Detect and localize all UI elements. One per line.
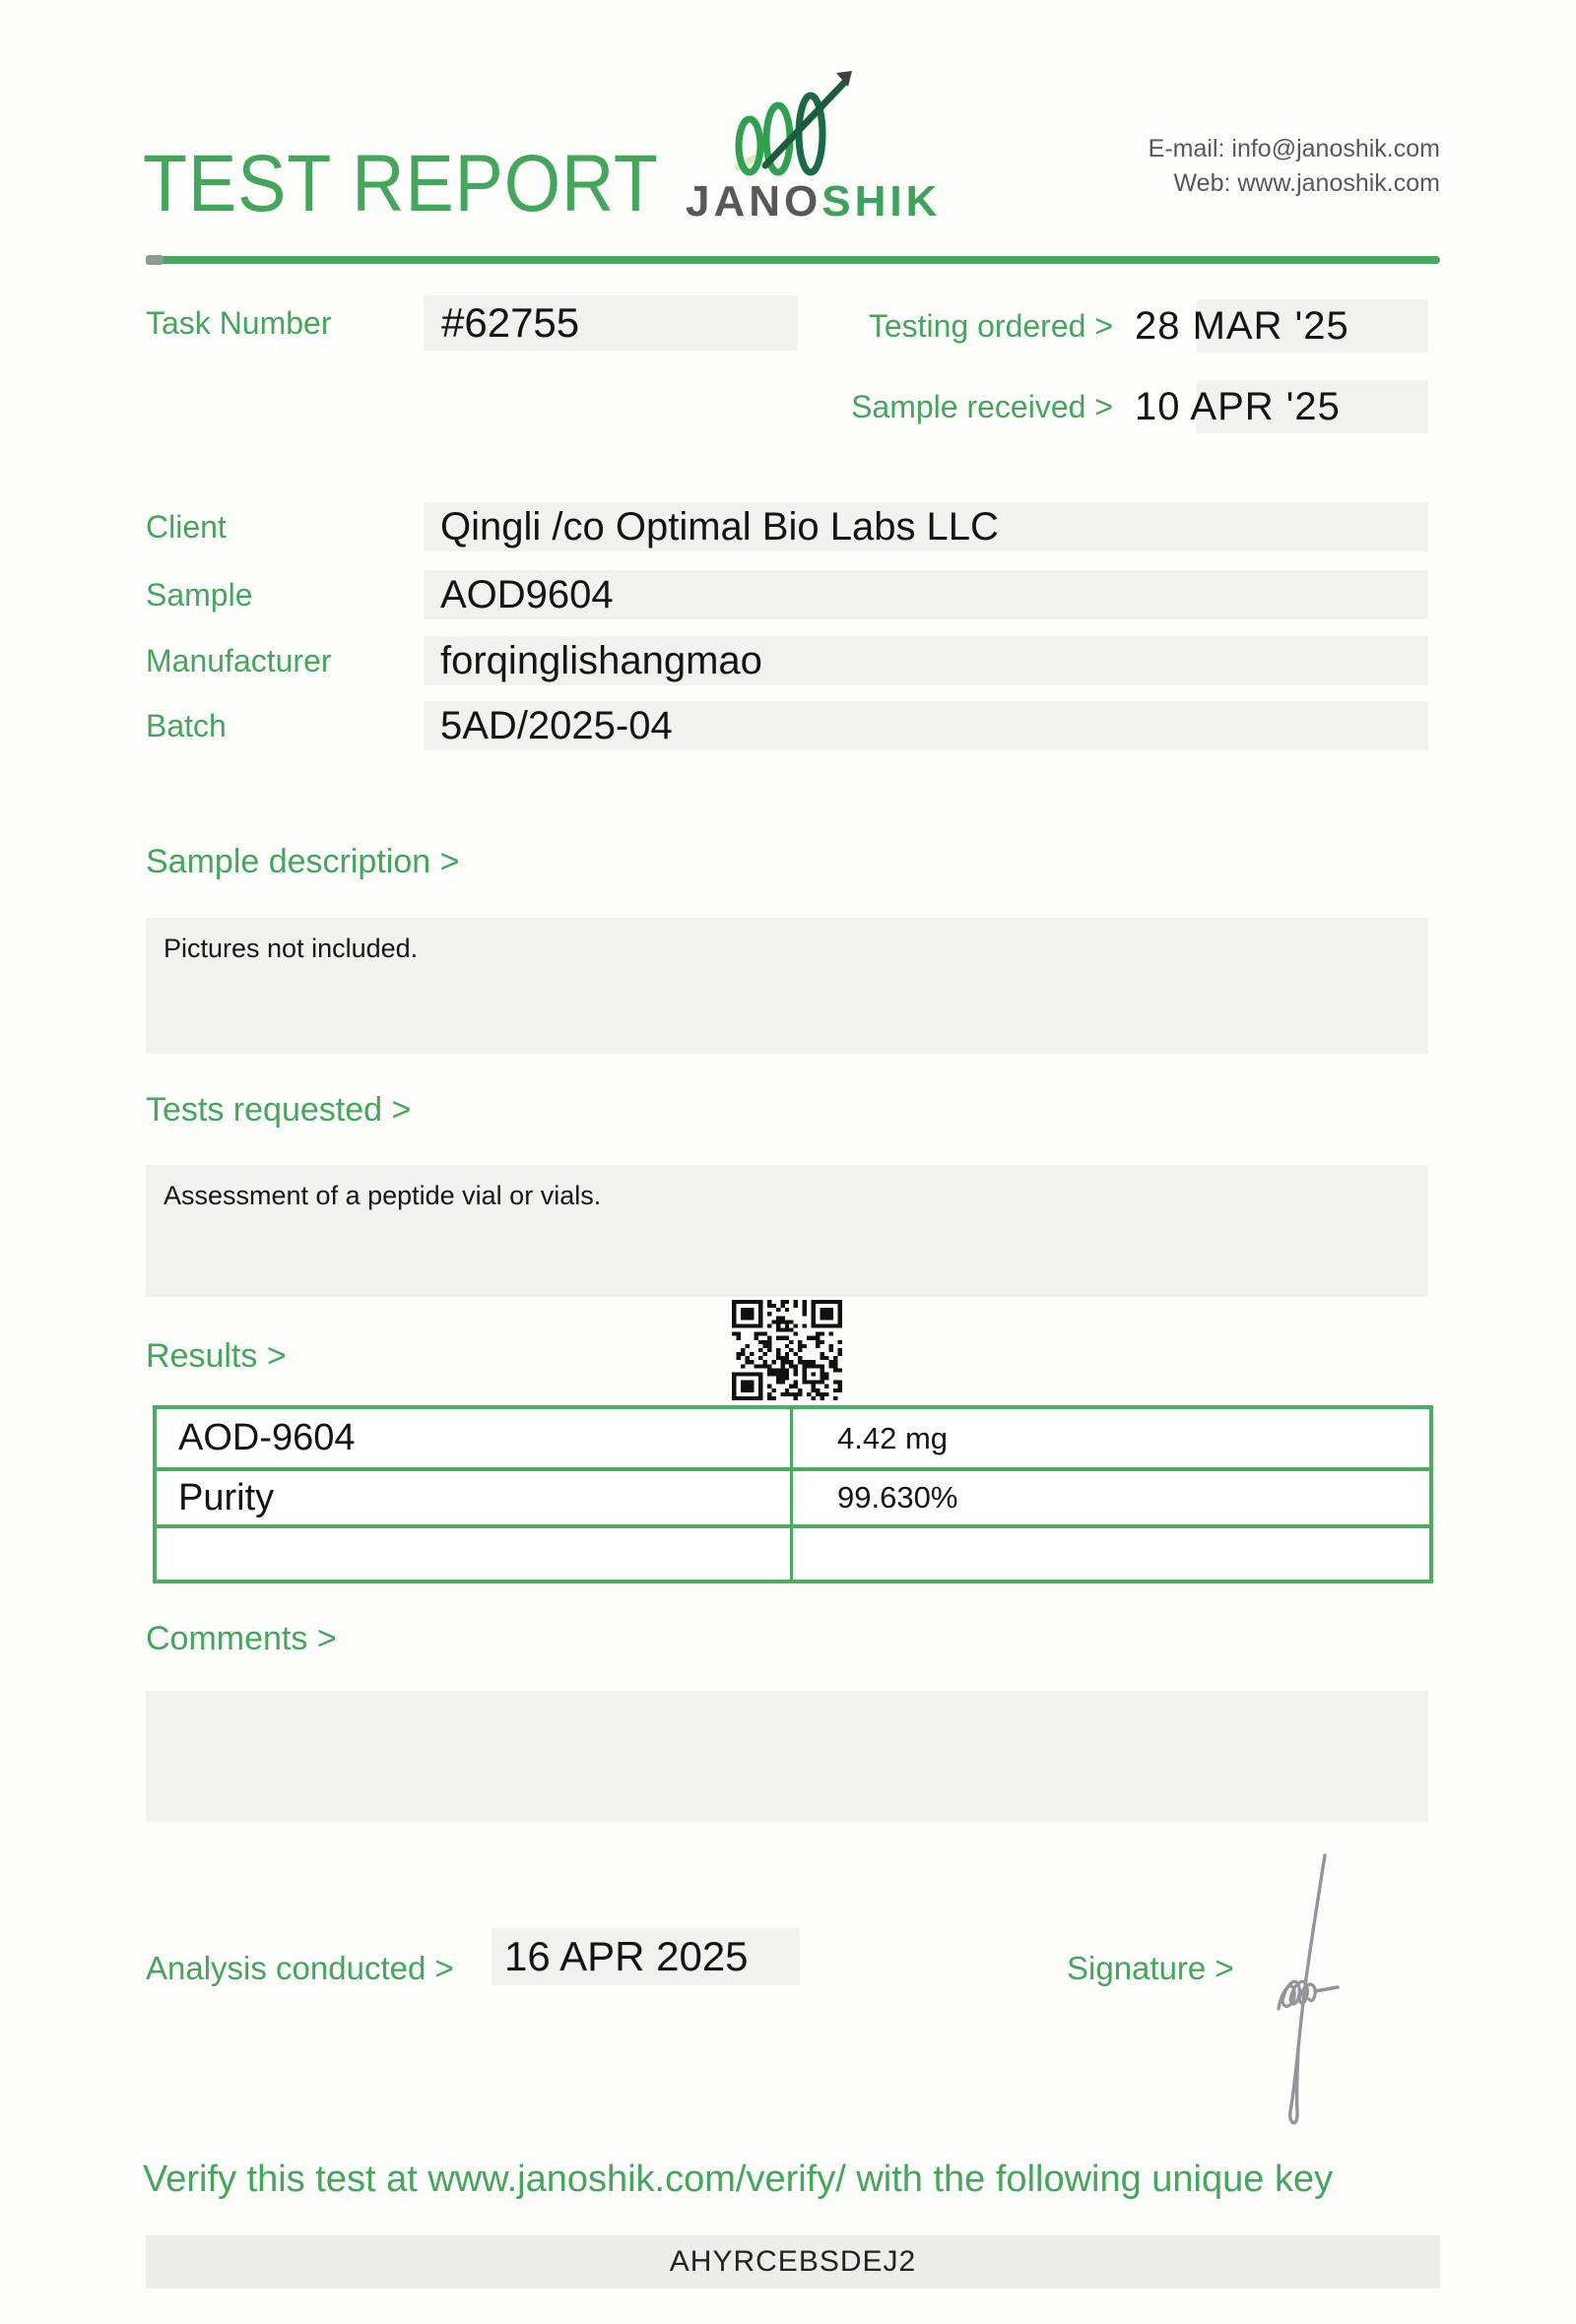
logo-text-jano: JANO [686, 177, 822, 226]
analysis-date-value: 16 APR 2025 [504, 1933, 749, 1979]
task-number-value: #62755 [441, 299, 580, 346]
task-number-label: Task Number [146, 305, 332, 341]
results-row-name [157, 1524, 790, 1580]
sample-label: Sample [146, 577, 253, 613]
comments-heading: Comments > [146, 1620, 337, 1657]
batch-value: 5AD/2025-04 [440, 704, 673, 747]
comments-text [146, 1691, 1428, 1707]
results-row-name: AOD-9604 [178, 1417, 356, 1458]
logo-wordmark [686, 177, 941, 226]
tests-requested-box [146, 1165, 1428, 1297]
sample-description-text: Pictures not included. [164, 934, 419, 963]
contact-block [1149, 132, 1440, 201]
sample-received-value: 10 APR '25 [1135, 385, 1341, 428]
sample-description-heading: Sample description > [146, 843, 460, 880]
signature-label: Signature > [1067, 1950, 1234, 1986]
results-row-name: Purity [157, 1467, 790, 1524]
header-divider-cap [146, 255, 164, 265]
testing-ordered-value: 28 MAR '25 [1135, 304, 1349, 348]
results-row-value: 99.630% [790, 1467, 1429, 1524]
results-row-value [790, 1524, 1429, 1580]
sample-received-label: Sample received > [851, 389, 1113, 424]
sample-description-box [146, 918, 1428, 1054]
growth-chart-icon [734, 65, 862, 178]
page-title: TEST REPORT [143, 139, 659, 228]
logo-text-shik: SHIK [821, 177, 942, 226]
tests-requested-text: Assessment of a peptide vial or vials. [164, 1181, 602, 1210]
qr-code [732, 1300, 842, 1400]
results-row-value: 4.42 mg [790, 1409, 1429, 1467]
comments-box [146, 1691, 1428, 1822]
signature-image [1269, 1843, 1392, 2144]
manufacturer-value: forqinglishangmao [440, 639, 762, 682]
batch-label: Batch [146, 708, 227, 743]
verify-instruction: Verify this test at www.janoshik.com/verify/ with the following unique key [143, 2159, 1334, 2200]
results-table [153, 1405, 1433, 1583]
unique-key-value: AHYRCEBSDEJ2 [669, 2245, 917, 2278]
results-heading: Results > [146, 1337, 287, 1375]
manufacturer-label: Manufacturer [146, 643, 332, 678]
client-label: Client [146, 509, 227, 545]
client-value: Qingli /co Optimal Bio Labs LLC [440, 505, 999, 549]
contact-web: Web: www.janoshik.com [1173, 169, 1440, 197]
sample-value: AOD9604 [440, 573, 614, 616]
testing-ordered-label: Testing ordered > [868, 308, 1113, 344]
tests-requested-heading: Tests requested > [146, 1091, 412, 1129]
analysis-conducted-label: Analysis conducted > [146, 1950, 454, 1986]
unique-key-bar [146, 2235, 1440, 2289]
contact-email: E-mail: info@janoshik.com [1148, 135, 1440, 162]
header-divider [146, 256, 1440, 264]
